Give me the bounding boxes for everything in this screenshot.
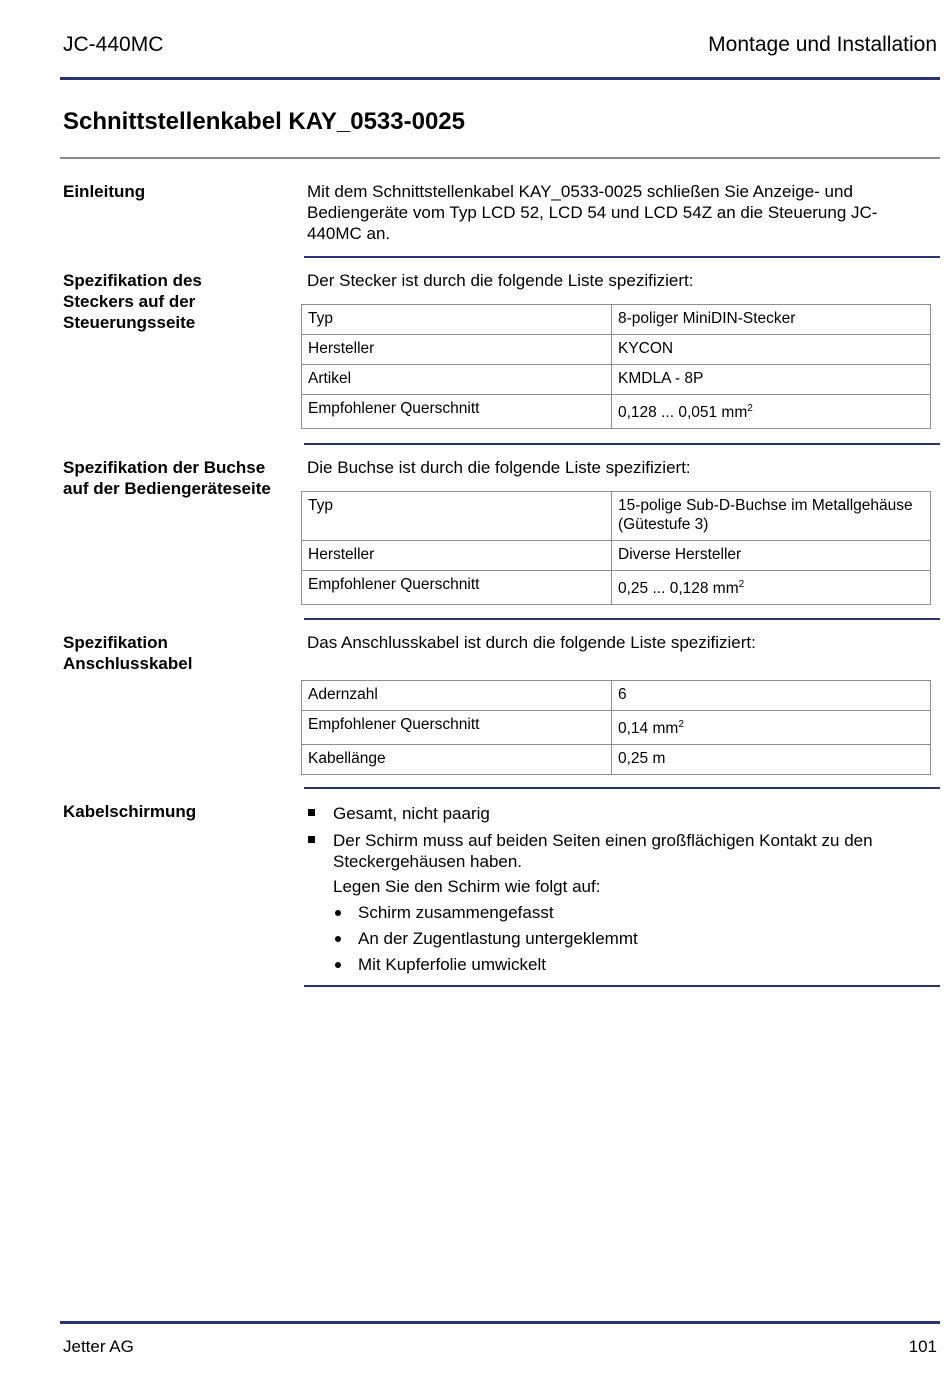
dot-bullet-icon <box>335 910 341 916</box>
spec-value-cell <box>612 395 931 429</box>
section-label-cable: Spezifikation Anschlusskabel <box>63 633 193 673</box>
spec-key: Typ <box>302 492 612 541</box>
table-row <box>302 365 931 395</box>
spec-value: 15-polige Sub-D-Buchse im Metallgehäuse (Gütestufe 3) <box>612 492 931 541</box>
shield-bullet-list <box>307 803 907 872</box>
list-item <box>307 902 907 923</box>
footer-rule <box>60 1321 940 1324</box>
spec-key: Empfohlener Querschnitt <box>302 571 612 605</box>
shield-subbullet-list <box>307 902 907 975</box>
page-header-right: Montage und Installation <box>708 33 937 56</box>
square-bullet-icon <box>308 836 315 843</box>
section-rule <box>304 443 940 445</box>
spec-value-cell <box>612 711 931 745</box>
spec-key: Adernzahl <box>302 681 612 711</box>
spec-value: 0,128 ... 0,051 mm <box>618 404 748 422</box>
table-row <box>302 395 931 429</box>
dot-bullet-icon <box>335 936 341 942</box>
spec-key: Empfohlener Querschnitt <box>302 395 612 429</box>
spec-value: KMDLA - 8P <box>612 365 931 395</box>
table-row <box>302 745 931 775</box>
intro-text: Mit dem Schnittstellenkabel KAY_0533-0025 schließen Sie Anzeige- und Bediengeräte vom Typ LCD 52, LCD 54 und LCD 54Z an die Steuerung JC-440MC an. <box>307 182 878 243</box>
spec-key: Typ <box>302 305 612 335</box>
table-row <box>302 681 931 711</box>
socket-intro-text: Die Buchse ist durch die folgende Liste spezifiziert: <box>307 458 691 477</box>
bullet-text: Schirm zusammengefasst <box>358 903 554 922</box>
square-bullet-icon <box>308 809 315 816</box>
header-rule <box>60 77 940 80</box>
cable-spec-table <box>301 680 931 775</box>
section-label-plug: Spezifikation des Steckers auf der Steuerungsseite <box>63 271 202 332</box>
table-row <box>302 305 931 335</box>
title-rule <box>60 157 940 159</box>
superscript: 2 <box>747 403 753 414</box>
spec-value-cell <box>612 571 931 605</box>
bullet-text: Gesamt, nicht paarig <box>333 804 490 823</box>
list-item <box>307 830 907 872</box>
list-item <box>307 928 907 949</box>
bullet-text: An der Zugentlastung untergeklemmt <box>358 929 638 948</box>
superscript: 2 <box>678 719 684 730</box>
spec-key: Empfohlener Querschnitt <box>302 711 612 745</box>
spec-value: 0,25 ... 0,128 mm <box>618 580 739 598</box>
table-row <box>302 541 931 571</box>
spec-value: 0,14 mm <box>618 720 679 738</box>
section-rule <box>304 787 940 789</box>
page-header-left: JC-440MC <box>63 33 164 56</box>
list-item <box>307 954 907 975</box>
socket-spec-table <box>301 491 931 605</box>
spec-value: Diverse Hersteller <box>612 541 931 571</box>
shield-content <box>307 803 907 980</box>
section-rule <box>304 256 940 258</box>
spec-key: Hersteller <box>302 541 612 571</box>
spec-value: 6 <box>612 681 931 711</box>
section-label-shield: Kabelschirmung <box>63 802 197 821</box>
bullet-text: Der Schirm muss auf beiden Seiten einen großflächigen Kontakt zu den Steckergehäusen haben. <box>333 831 873 871</box>
spec-value: KYCON <box>612 335 931 365</box>
bullet-text: Mit Kupferfolie umwickelt <box>358 955 547 974</box>
spec-value: 8-poliger MiniDIN-Stecker <box>612 305 931 335</box>
section-rule <box>304 985 940 987</box>
section-label-socket: Spezifikation der Buchse auf der Bediengeräteseite <box>63 458 271 498</box>
plug-spec-table <box>301 304 931 429</box>
section-label-intro: Einleitung <box>63 182 146 201</box>
plug-intro-text: Der Stecker ist durch die folgende Liste spezifiziert: <box>307 271 694 290</box>
spec-key: Hersteller <box>302 335 612 365</box>
page-number: 101 <box>908 1337 937 1356</box>
superscript: 2 <box>738 579 745 590</box>
table-row <box>302 335 931 365</box>
spec-value: 0,25 m <box>612 745 931 775</box>
table-row <box>302 711 931 745</box>
table-row <box>302 492 931 541</box>
shield-follow-text: Legen Sie den Schirm wie folgt auf: <box>333 877 601 896</box>
list-item <box>307 803 907 824</box>
table-row <box>302 571 931 605</box>
cable-intro-text: Das Anschlusskabel ist durch die folgende Liste spezifiziert: <box>307 633 756 652</box>
dot-bullet-icon <box>335 962 341 968</box>
section-rule <box>304 618 940 620</box>
spec-key: Kabellänge <box>302 745 612 775</box>
spec-key: Artikel <box>302 365 612 395</box>
page-title: Schnittstellenkabel KAY_0533-0025 <box>63 108 465 135</box>
footer-left: Jetter AG <box>63 1337 134 1356</box>
